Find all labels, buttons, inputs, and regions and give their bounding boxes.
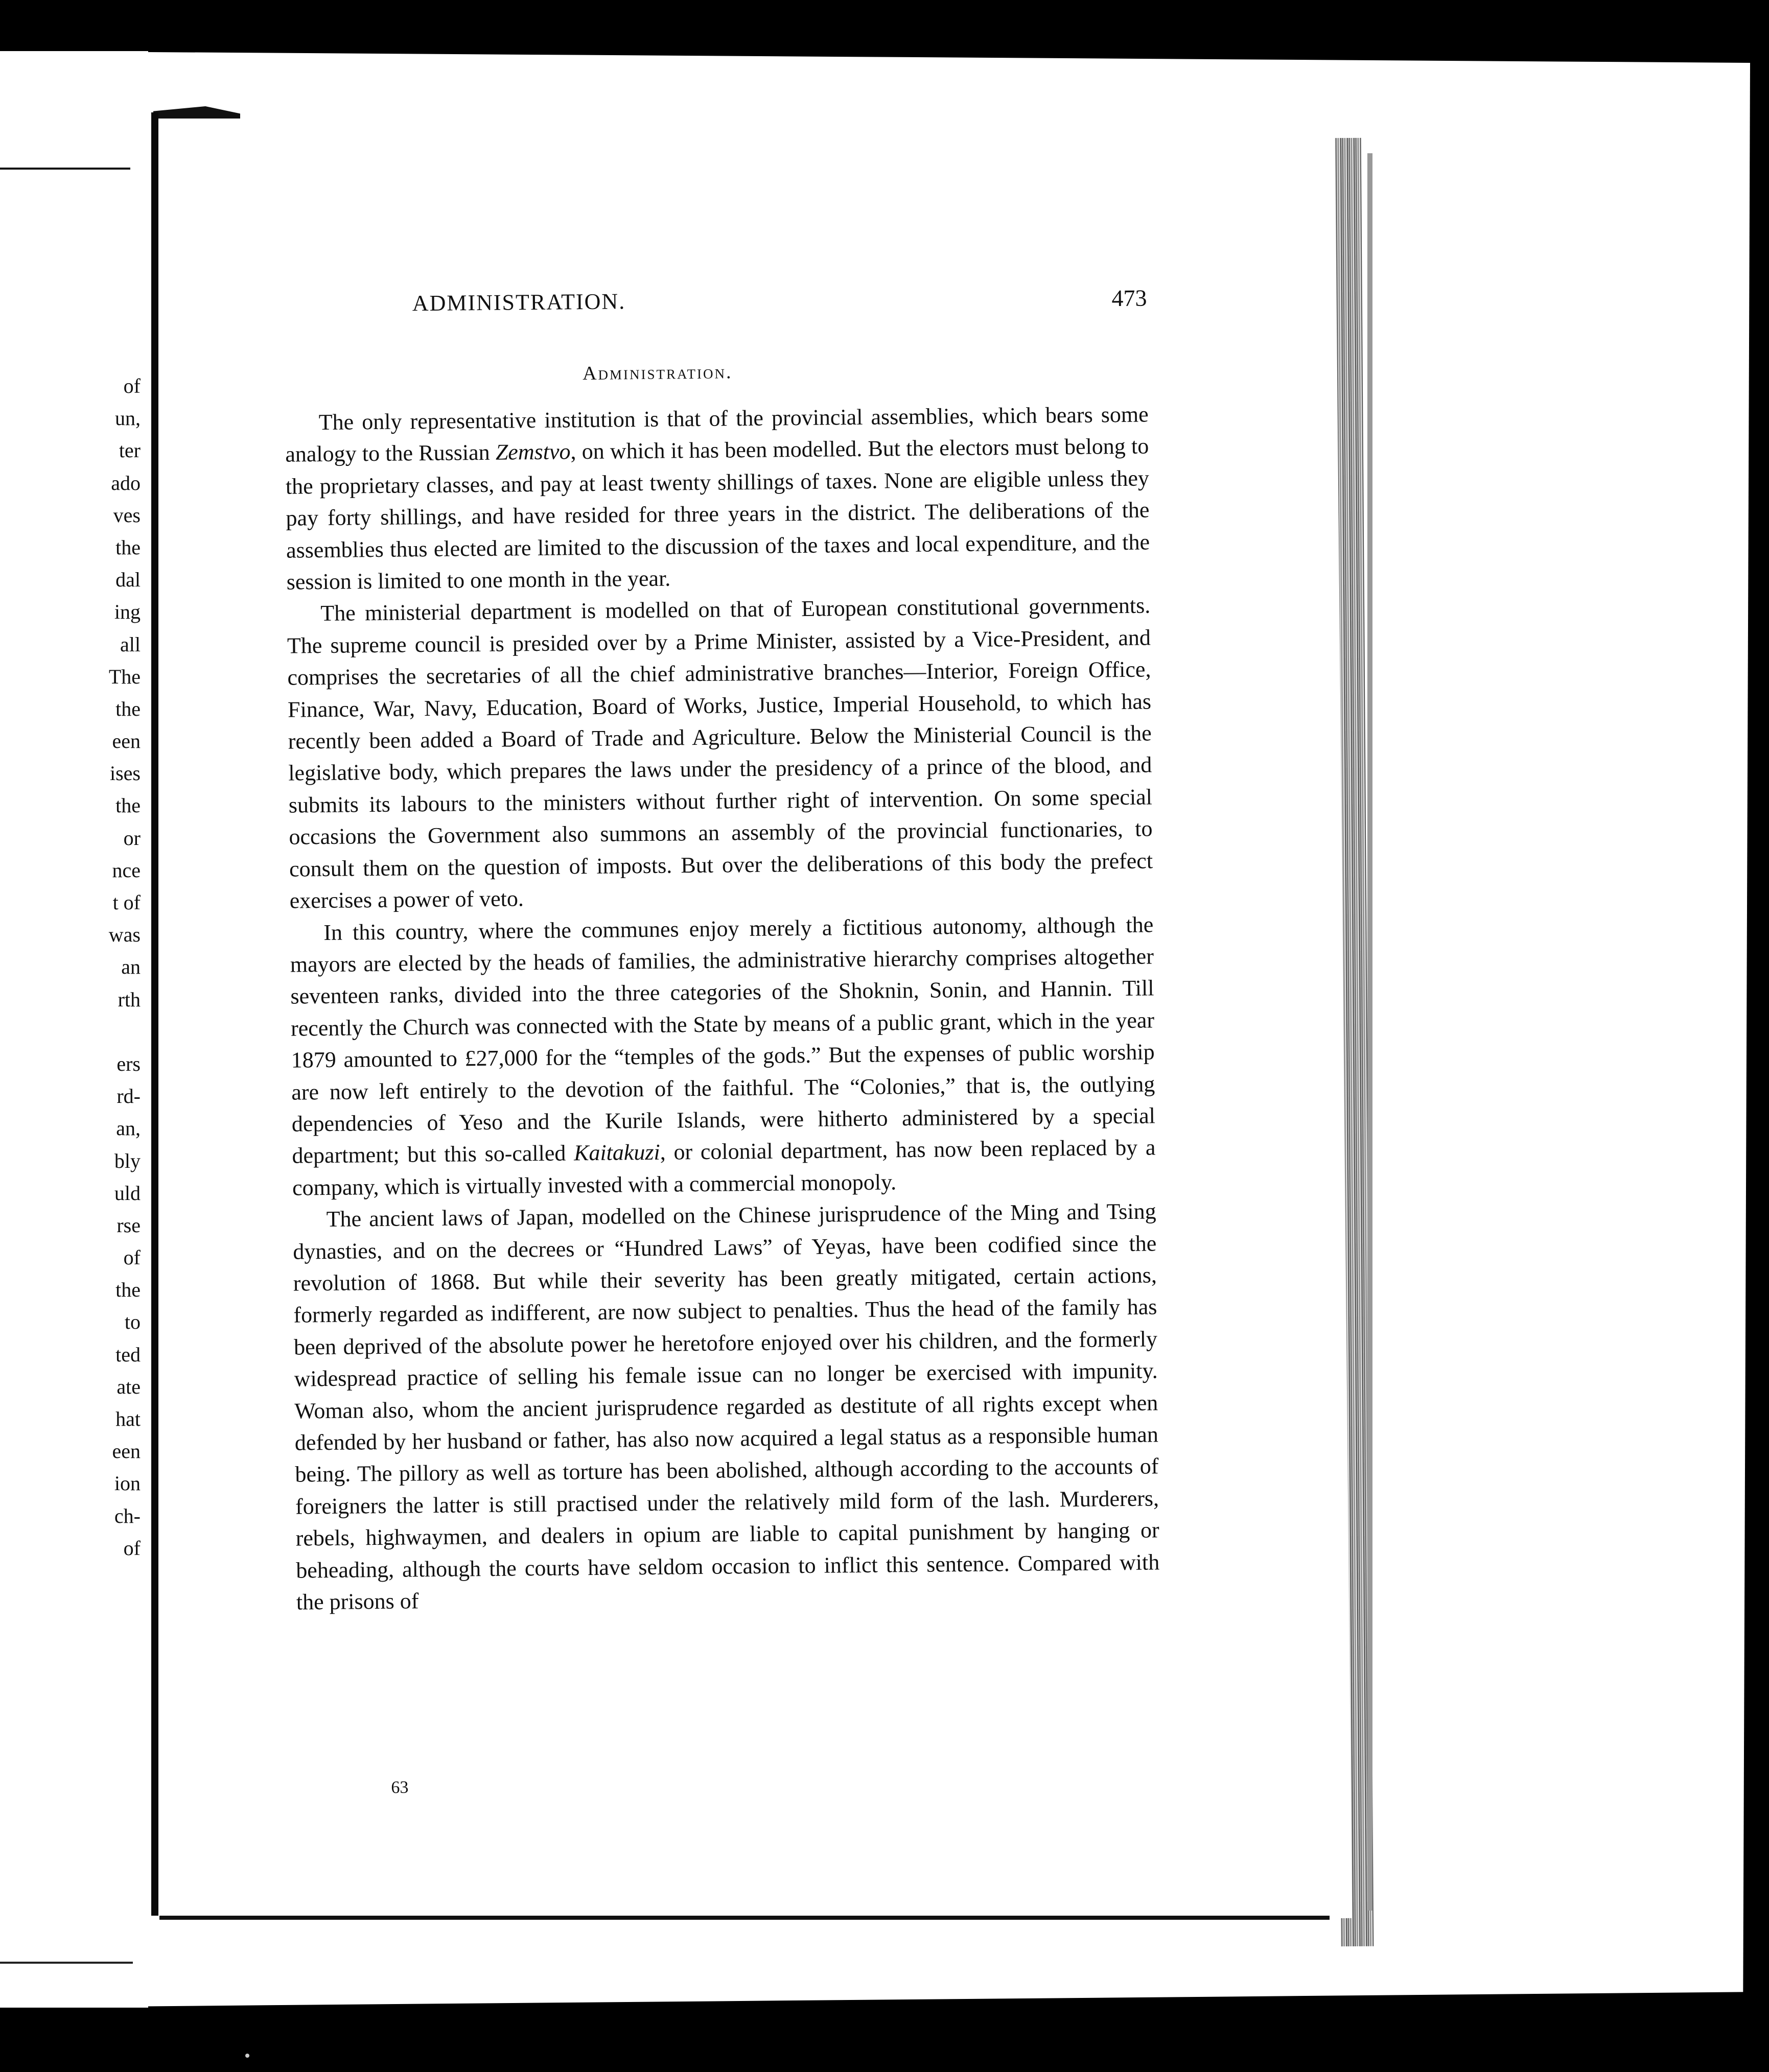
left-page-line-fragment [0,1016,141,1048]
left-page-line-fragment: ers [117,1052,141,1075]
italic-term: Zemstvo [495,439,571,465]
left-page-line-fragment: ion [114,1472,141,1495]
left-page-line-fragment: ises [110,762,141,785]
left-page-line-fragment: to [124,1310,141,1334]
left-page-line-fragment: rth [118,987,141,1011]
left-page-line-fragment: dal [115,568,141,592]
left-page-line-fragment: was [108,923,141,947]
left-page-line-fragment: uld [114,1181,141,1205]
left-page-line-fragment: The [108,665,141,688]
left-page-line-fragment: t of [112,891,141,914]
paragraph-communes [290,909,1156,1204]
left-page-line-fragment: ing [114,600,141,624]
left-page-line-fragment: ter [119,439,141,462]
running-head: ADMINISTRATION. [412,289,626,316]
binding-gutter [151,112,158,1916]
left-page-line-fragment: ch- [114,1504,141,1527]
left-page-line-fragment: an [121,955,141,979]
left-page-line-fragment: ado [111,471,141,495]
left-page-line-fragment: hat [115,1407,141,1430]
paragraph-text: , or colonial department, has now been replaced by a company, which is virtually invested with a commercial monopoly. [292,1135,1156,1200]
paragraph-text: The only representative institution is that of the provincial assemblies, which bears some analogy to the Russian [285,402,1149,467]
left-page-line-fragment: all [120,632,141,656]
left-page-line-fragment: the [115,1278,141,1302]
paragraph-assemblies [285,398,1150,598]
left-page-line-fragment: nce [112,858,141,882]
paragraph-text: , on which it has been modelled. But the electors must belong to the proprietary classes, and pay at least twenty shillings of taxes. None are eligible unless they pay forty shillings, and have resided for three years in the district. The deliberations of the assemblies thus elected are limited to the discussion of the taxes and local expenditure, and the session is limited to one month in the year. [285,433,1150,595]
left-page-line-fragment: een [112,1440,141,1463]
main-page [159,110,1352,1929]
paragraph-ministerial: The ministerial department is modelled on that of European constitutional governments. The supreme council is presided over by a Prime Minister, assisted by a Vice-President, and comprises the secretaries of all the chief administrative branches—Interior, Foreign Office, Finance, War, Navy, Education, Board of Works, Justice, Imperial Household, to which has recently been added a Board of Trade and Agriculture. Below the Ministerial Council is the legislative body, which prepares the laws under the presidency of a prince of the blood, and submits its labours to the ministers without further right of intervention. On some special occasions the Government also summons an assembly of the provincial functionaries, to consult them on the question of imposts. But over the deliberations of this body the prefect exercises a power of veto. [287,593,1153,913]
scan-dust-dot [245,2054,249,2058]
body-text [285,398,1160,1618]
left-page-top-rule [0,168,130,170]
left-page-line-fragment: ate [117,1375,141,1398]
page-bottom-edge [159,1916,1330,1920]
italic-term: Kaitakuzi [573,1140,661,1166]
page-number: 473 [1111,285,1147,312]
left-page-line-fragment: the [115,535,141,559]
left-page-bottom-rule [0,1962,133,1964]
left-page-line-fragment: or [123,826,141,850]
left-page-line-fragment: bly [114,1149,141,1172]
left-page-line-ends [0,370,141,1564]
left-page-line-fragment: rse [117,1213,141,1237]
left-page-line-fragment: the [115,697,141,720]
left-page-line-fragment: an, [116,1117,141,1140]
left-page-line-fragment: ves [113,503,141,527]
left-page-line-fragment: of [123,1536,141,1560]
left-page-line-fragment: rd- [117,1085,141,1108]
signature-mark: 63 [391,1778,409,1797]
left-page-line-fragment: of [123,1246,141,1269]
left-facing-page [0,51,148,2008]
fore-edge-shadow [1367,153,1372,1911]
paragraph-laws: The ancient laws of Japan, modelled on the Chinese jurisprudence of the Ming and Tsing dynasties, and on the decrees or “Hundred Laws” of Yeyas, have been codified since the revolution of 1868. But while their severity has been greatly mitigated, certain actions, formerly regarded as indifferent, are now subject to penalties. Thus the head of the family has been deprived of the absolute power he heretofore enjoyed over his children, and the formerly widespread practice of selling his female issue can no longer be exercised with impunity. Woman also, whom the ancient jurisprudence regarded as destitute of all rights except when defended by her husband or father, has also now acquired a legal status as a responsible human being. The pillory as well as torture has been abolished, although according to the accounts of foreigners the latter is still practised under the relatively mild form of the lash. Murderers, rebels, highwaymen, and dealers in opium are liable to capital punishment by hanging or beheading, although the courts have seldom occasion to inflict this sentence. Compared with the prisons of [293,1198,1160,1615]
left-page-line-fragment: een [112,729,141,753]
left-page-line-fragment: of [123,374,141,397]
left-page-line-fragment: un, [115,407,141,430]
left-page-line-fragment: the [115,794,141,817]
left-page-line-fragment: ted [115,1343,141,1366]
section-title: Administration. [582,361,733,385]
paragraph-text: In this country, where the communes enjoy merely a fictitious autonomy, although the mayors are elected by the heads of families, the administrative hierarchy comprises altogether seventeen ranks, divided into the three categories of the Shoknin, Sonin, and Hannin. Till recently the Church was connected with the State by means of a public grant, which in the year 1879 amounted to £27,000 for the “temples of the gods.” But the expenses of public worship are now left entirely to the devotion of the faithful. The “Colonies,” that is, the outlying dependencies of Yeso and the Kurile Islands, were hitherto administered by a special department; but this so-called [290,911,1156,1168]
